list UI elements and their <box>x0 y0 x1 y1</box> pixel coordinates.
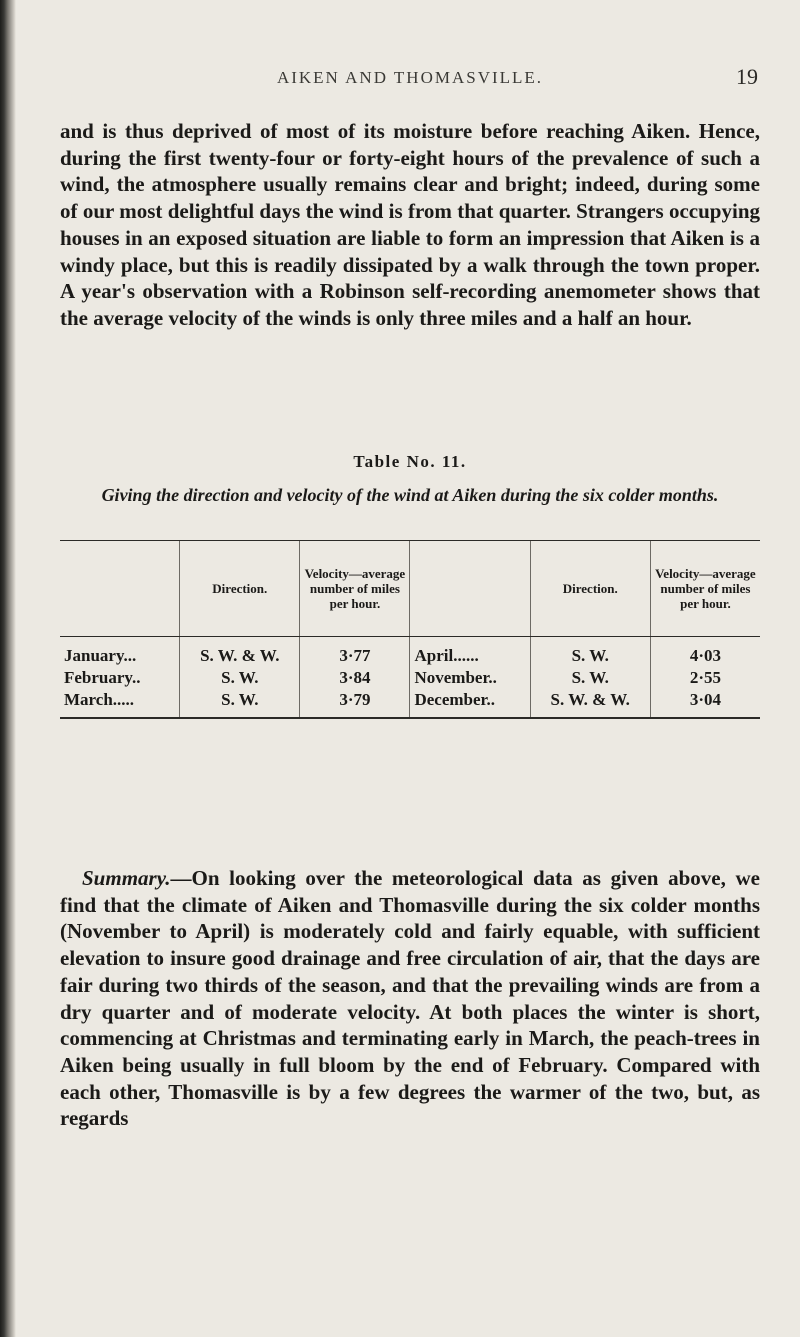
velocity-cell: 3·04 <box>650 689 760 718</box>
summary-text: —On looking over the meteorological data as given above, we find that the climate of Aiken and Thomasville during the six colder months (November to April) is moderately cold and fairly equable, with sufficient elevation to insure good drainage and free circulation of air, that the days are fair during two thirds of the season, and that the prevailing winds are from a dry quarter and of moderate velocity. At both places the winter is short, commencing at Christmas and terminating early in March, the peach-trees in Aiken being usually in full bloom by the end of February. Compared with each other, Thomasville is by a few degrees the warmer of the two, but, as regards <box>60 866 760 1131</box>
summary-lead: Summary. <box>82 866 171 890</box>
direction-cell: S. W. <box>180 667 300 689</box>
running-title: AIKEN AND THOMASVILLE. <box>276 68 544 87</box>
month-cell: April...... <box>410 637 530 668</box>
velocity-cell: 3·77 <box>300 637 410 668</box>
summary-paragraph <box>60 865 760 1132</box>
header-direction-left: Direction. <box>180 541 300 637</box>
direction-cell: S. W. <box>530 637 650 668</box>
wind-table <box>60 540 760 719</box>
month-cell: November.. <box>410 667 530 689</box>
header-velocity-right: Velocity—average number of miles per hour. <box>650 541 760 637</box>
velocity-cell: 3·79 <box>300 689 410 718</box>
month-cell: December.. <box>410 689 530 718</box>
month-cell: January... <box>64 646 137 665</box>
velocity-cell: 4·03 <box>650 637 760 668</box>
table-row <box>60 689 760 718</box>
month-cell: February.. <box>64 668 141 687</box>
table-label: Table No. 11. <box>353 452 467 471</box>
direction-cell: S. W. & W. <box>530 689 650 718</box>
header-month-right <box>410 541 530 637</box>
page-number: 19 <box>736 64 758 89</box>
table-caption: Giving the direction and velocity of the wind at Aiken during the six colder months. <box>101 485 719 505</box>
table-row <box>60 667 760 689</box>
velocity-cell: 2·55 <box>650 667 760 689</box>
table-header-row <box>60 541 760 637</box>
page-binding-edge <box>0 0 16 1337</box>
running-head <box>60 64 760 98</box>
month-cell: March..... <box>60 689 180 718</box>
header-month-left <box>60 541 180 637</box>
velocity-cell: 3·84 <box>300 667 410 689</box>
body-paragraph: and is thus deprived of most of its moisture before reaching Aiken. Hence, during the first twenty-four or forty-eight hours of the prevalence of such a wind, the atmosphere usually remains clear and bright; indeed, during some of our most delightful days the wind is from that quarter. Strangers occupying houses in an exposed situation are liable to form an impression that Aiken is a windy place, but this is readily dissipated by a walk through the town proper. A year's observation with a Robinson self-recording anemometer shows that the average velocity of the winds is only three miles and a half an hour. <box>60 119 760 330</box>
direction-cell: S. W. <box>180 689 300 718</box>
header-direction-right: Direction. <box>530 541 650 637</box>
direction-cell: S. W. <box>530 667 650 689</box>
header-velocity-left: Velocity—average number of miles per hour. <box>300 541 410 637</box>
table-row <box>60 637 760 668</box>
direction-cell: S. W. & W. <box>180 637 300 668</box>
